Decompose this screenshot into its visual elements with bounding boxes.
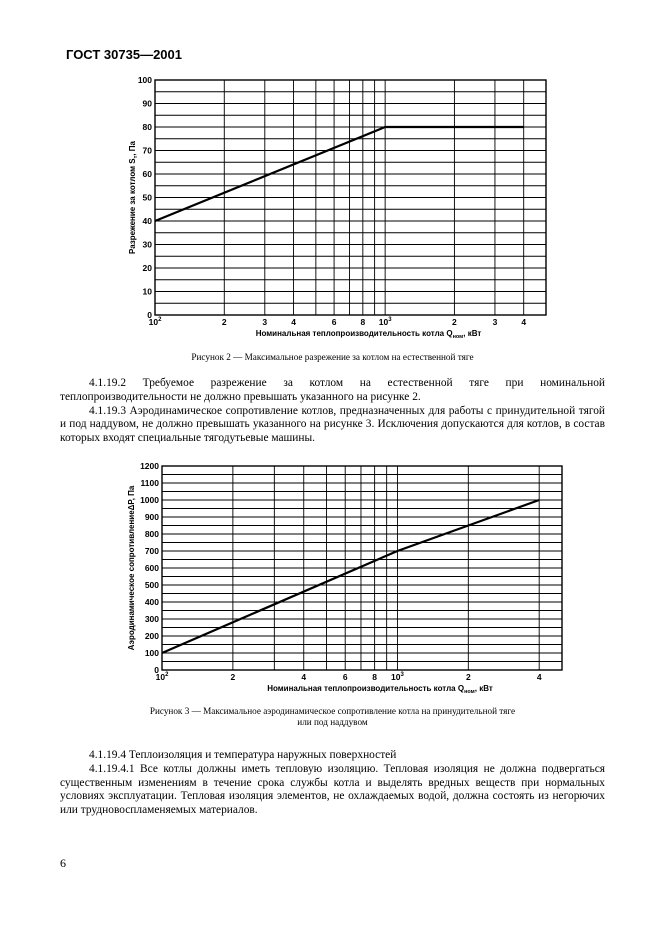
- x-tick-label: $10^3$: [391, 672, 404, 682]
- figure-3-caption-line1: Рисунок 3 — Максимальное аэродинамическое сопротивление котла на принудительной тяге: [149, 706, 516, 716]
- x-tick-label: $10^3$: [378, 317, 392, 327]
- x-tick-label: 6: [342, 672, 348, 682]
- y-tick-label: 0: [147, 310, 152, 320]
- x-tick-label: 4: [291, 317, 296, 327]
- x-tick-label: 6: [331, 317, 337, 327]
- x-tick-label: 8: [372, 672, 377, 682]
- y-tick-label: 500: [144, 580, 159, 590]
- figure-2-caption: Рисунок 2 — Максимальное разрежение за котлом на естественной тяге: [191, 352, 474, 362]
- y-tick-label: 80: [142, 122, 152, 132]
- x-tick-label: 2: [221, 317, 227, 327]
- figure-3-caption: [60, 706, 605, 728]
- x-tick-label: 3: [492, 317, 498, 327]
- y-tick-label: 800: [144, 529, 159, 539]
- y-tick-label: 90: [142, 98, 152, 109]
- x-tick-label: 3: [262, 317, 268, 327]
- paragraph-4-1-19-4: 4.1.19.4 Теплоизоляция и температура наружных поверхностей: [89, 749, 397, 761]
- x-tick-label: 4: [521, 317, 527, 327]
- y-axis-title: Аэродинамическое сопротивлениеΔP, Па: [127, 485, 136, 651]
- x-tick-label: 2: [230, 672, 236, 682]
- y-tick-label: 60: [142, 169, 152, 179]
- y-tick-label: 40: [142, 216, 152, 226]
- x-axis-title: Номинальная теплопроизводительность котла $Q_{ном}$, кВт: [255, 329, 482, 340]
- x-tick-label: 4: [536, 672, 542, 682]
- x-axis-title: Номинальная теплопроизводительность котла $Q_{ном}$, кВт: [267, 684, 493, 695]
- y-tick-label: 300: [144, 614, 159, 624]
- y-tick-label: 900: [144, 512, 159, 522]
- x-tick-label: $10^2$: [155, 672, 169, 682]
- y-tick-label: 1100: [140, 478, 159, 488]
- chart-max-draft: [0, 70, 661, 350]
- y-tick-label: 700: [144, 546, 159, 556]
- y-tick-label: 30: [142, 239, 152, 250]
- y-axis-title: Разрежение за котлом $S_т$, Па: [128, 141, 139, 254]
- x-tick-label: 2: [465, 672, 471, 682]
- x-tick-label: 4: [301, 672, 307, 682]
- x-tick-label: 2: [452, 317, 457, 327]
- paragraph-4-1-19-2: 4.1.19.2 Требуемое разрежение за котлом на естественной тяге при номинальной теплопроизводительности не должно превышать указанного на рисунке 2.: [60, 377, 605, 403]
- paragraph-4-1-19-3: 4.1.19.3 Аэродинамическое сопротивление котлов, предназначенных для работы с принудительной тягой и под наддувом, не должно превышать указанного на рисунке 3. Исключения допускаются для котлов, в состав которых входят специальные тягодутьевые машины.: [60, 404, 605, 445]
- y-tick-label: 100: [144, 648, 159, 658]
- standard-header: ГОСТ 30735—2001: [66, 47, 182, 62]
- chart-max-aero-resistance: [0, 455, 661, 705]
- y-tick-label: 70: [142, 145, 152, 156]
- y-tick-label: 1200: [140, 461, 159, 471]
- x-tick-label: $10^2$: [148, 317, 162, 327]
- page-number: 6: [60, 856, 66, 870]
- text-block-1: [60, 377, 605, 446]
- y-tick-label: 10: [142, 286, 152, 297]
- x-tick-label: 8: [360, 317, 366, 327]
- text-block-2: [60, 749, 605, 818]
- y-tick-label: 20: [142, 263, 152, 273]
- y-tick-label: 200: [144, 631, 159, 641]
- y-tick-label: 100: [137, 75, 152, 85]
- y-tick-label: 0: [154, 665, 159, 675]
- y-tick-label: 400: [144, 597, 159, 607]
- figure-3-caption-line2: или под наддувом: [297, 717, 368, 727]
- y-tick-label: 50: [142, 192, 152, 203]
- y-tick-label: 600: [144, 563, 159, 573]
- paragraph-4-1-19-4-1: 4.1.19.4.1 Все котлы должны иметь тепловую изоляцию. Тепловая изоляция не должна подвергаться существенным изменениям в течение срока службы котла и выделять вредных веществ при нормальных условиях эксплуатации. Тепловая изоляция элементов, не охлаждаемых водой, должна состоять из негорючих или трудновоспламеняемых материалов.: [60, 762, 605, 817]
- y-tick-label: 1000: [140, 495, 159, 505]
